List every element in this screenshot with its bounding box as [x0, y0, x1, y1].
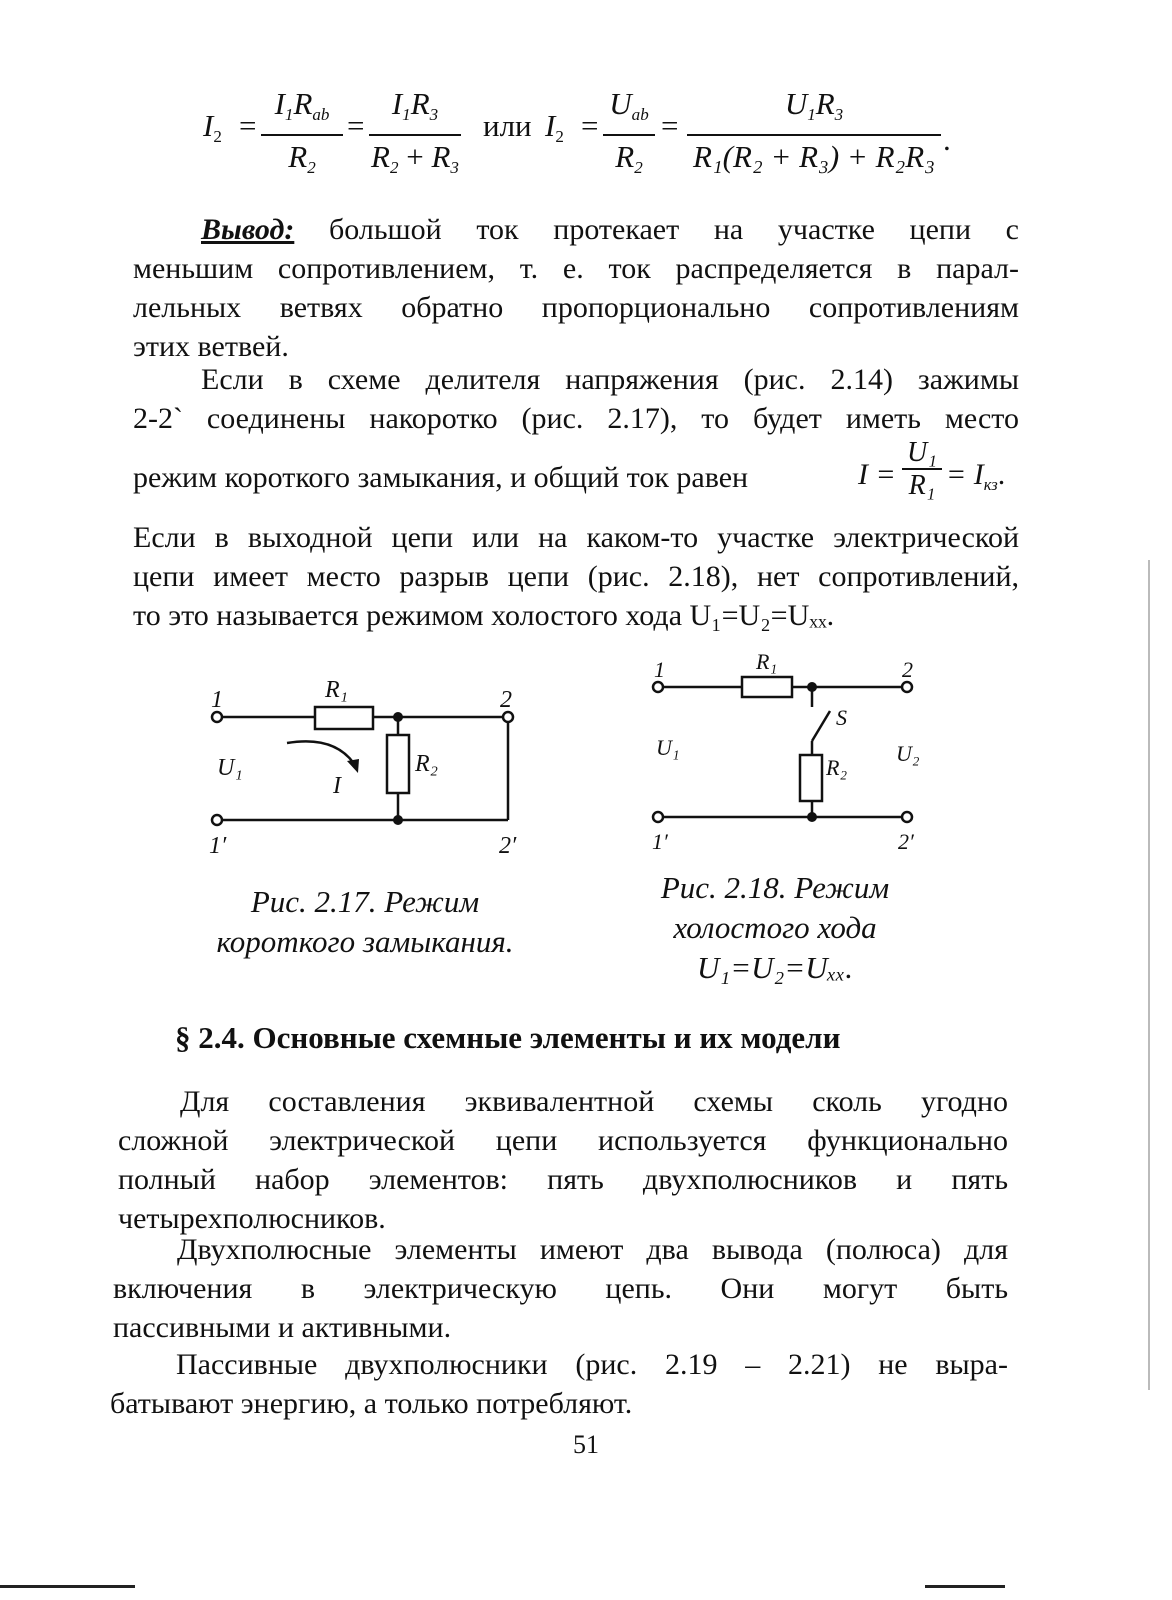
- fig17-terminal-2: [503, 712, 513, 722]
- formula-fraction-4: [687, 86, 941, 175]
- para4-line-4: четырехполюсников.: [118, 1202, 386, 1235]
- para4-line-1: Для составления эквивалентной схемы сколь угодно: [180, 1085, 1008, 1118]
- page-edge-shadow: [1148, 560, 1150, 1390]
- sc-eq-rhs-text: = I: [946, 458, 984, 491]
- formula-fraction-2: [369, 86, 461, 186]
- fig18-label-u1: U₁: [656, 735, 680, 760]
- fig18-resistor-r2: [800, 755, 822, 801]
- fig17-node-bottom: [393, 815, 403, 825]
- elements-paragraph: [118, 1082, 1008, 1238]
- fig17-current-arrowhead: [347, 759, 359, 773]
- fig18-terminal-1: [653, 682, 663, 692]
- f4-num: U: [784, 86, 808, 121]
- conclusion-line1-text: большой ток протекает на участке цепи с: [328, 213, 1019, 246]
- section-heading: § 2.4. Основные схемные элементы и их модели: [175, 1020, 841, 1055]
- fig18-label-2p: 2′: [898, 829, 914, 854]
- f4-num-sub: 1: [807, 104, 816, 124]
- para5-line-3: пассивными и активными.: [113, 1311, 452, 1344]
- fig17-label-2: 2: [500, 687, 512, 713]
- fig18-caption-line-1: Рис. 2.18. Режим: [660, 870, 890, 905]
- sc-eq-rhs-sub: кз: [983, 474, 998, 494]
- para4-line-2: сложной электрической цепи используется функционально: [118, 1124, 1008, 1157]
- sc-eq-end: .: [997, 458, 1006, 491]
- f2-num-sub: 1: [402, 104, 411, 124]
- para3-line-3: то это называется режимом холостого хода U₁=U₂=Uₓₓ.: [133, 599, 835, 632]
- f2-num2-sub: 3: [429, 104, 439, 124]
- formula-or-word: или: [483, 108, 532, 143]
- fig18-terminal-2: [902, 682, 912, 692]
- formula-eq-4: =: [661, 108, 679, 143]
- fig18-label-r1: R₁: [756, 649, 778, 674]
- para3-line-1: Если в выходной цепи или на каком-то участке электрической: [133, 521, 1019, 554]
- open-circuit-paragraph: [133, 518, 1019, 635]
- figure-2-18-caption: [610, 868, 940, 988]
- bottom-rule-right: [925, 1585, 1005, 1588]
- f2-num: I: [391, 86, 403, 121]
- formula-lhs2: [545, 108, 564, 155]
- f4-num2-sub: 3: [834, 104, 844, 124]
- fig18-caption-line-3: U₁=U₂=Uₓₓ.: [697, 950, 853, 985]
- f4-den: R₁(R₂ + R₃) + R₂R₃: [692, 138, 936, 174]
- sc-eq-rhs: [946, 458, 1005, 495]
- fig17-current-arrow: [287, 741, 355, 765]
- formula-lhs2-sub: 2: [555, 126, 564, 146]
- formula-lhs1: [203, 108, 222, 155]
- para5-line-2: включения в электрическую цепь. Они могут быть: [113, 1272, 1008, 1305]
- fig17-label-r2: R₂: [415, 751, 439, 777]
- f2-den-b-sub: 3: [450, 157, 459, 177]
- f2-den-a-sub: 2: [389, 157, 399, 177]
- f2-den-b: R: [431, 138, 451, 174]
- conclusion-line-2: меньшим сопротивлением, т. е. ток распределяется в парал-: [133, 252, 1019, 285]
- fig18-label-1p: 1′: [652, 829, 668, 854]
- para6-line-2: батывают энергию, а только потребляют.: [110, 1387, 633, 1420]
- sc-eq-fraction: [902, 438, 942, 502]
- fig17-caption-line-2: короткого замыкания.: [216, 924, 514, 959]
- formula-lhs1-symbol: I: [203, 108, 214, 143]
- fig17-label-2p: 2′: [499, 833, 517, 859]
- formula-current-divider: [195, 78, 985, 188]
- fig18-label-u2: U₂: [896, 741, 920, 766]
- sc-eq-den: R₁: [908, 470, 936, 501]
- f3-den: R: [615, 138, 635, 174]
- figure-2-17-short-circuit: [195, 665, 535, 865]
- fig17-label-i: I: [333, 773, 341, 799]
- f1-den-sub: 2: [307, 157, 316, 177]
- formula-eq-1: =: [239, 108, 257, 143]
- formula-lhs1-sub: 2: [213, 126, 222, 146]
- conclusion-line-4: этих ветвей.: [133, 330, 289, 363]
- fig18-node-top: [807, 682, 817, 692]
- f1-num-sub: 1: [284, 104, 294, 124]
- f4-num2: R: [815, 86, 835, 121]
- f3-den-sub: 2: [634, 157, 643, 177]
- f3-num-sub: ab: [631, 104, 649, 124]
- fig17-terminal-1: [212, 712, 222, 722]
- short-circuit-paragraph: [133, 360, 1019, 438]
- formula-lhs2-symbol: I: [545, 108, 556, 143]
- fig17-terminal-1p: [212, 815, 222, 825]
- fig17-caption-line-1: Рис. 2.17. Режим: [250, 884, 480, 919]
- fig18-label-s: S: [836, 705, 847, 730]
- figure-2-18-open-circuit: [640, 645, 940, 855]
- f1-den: R: [288, 138, 308, 174]
- fig18-terminal-2p: [902, 812, 912, 822]
- formula-fraction-1: [261, 86, 343, 186]
- conclusion-paragraph: [133, 210, 1019, 366]
- fig18-resistor-r1: [742, 677, 792, 697]
- fig18-terminal-1p: [653, 812, 663, 822]
- para4-line-3: полный набор элементов: пять двухполюсников и пять: [118, 1163, 1008, 1196]
- fig17-node-top: [393, 712, 403, 722]
- fig18-caption-line-2: холостого хода: [673, 910, 877, 945]
- figure-2-17-caption: [180, 882, 550, 962]
- fig18-node-bottom: [807, 812, 817, 822]
- sc-eq-lhs: I =: [858, 458, 896, 491]
- para5-line-1: Двухполюсные элементы имеют два вывода (полюса) для: [177, 1233, 1008, 1266]
- fig18-switch-s: [812, 711, 830, 741]
- fig17-resistor-r1: [315, 707, 373, 729]
- fig18-label-r2: R₂: [826, 755, 848, 780]
- page-number: 51: [573, 1430, 599, 1459]
- bottom-rule-left: [0, 1585, 135, 1588]
- f2-den-a: R: [371, 138, 390, 174]
- fig18-label-2: 2: [902, 657, 913, 682]
- fig18-label-1: 1: [654, 657, 665, 682]
- para2-line-3: режим короткого замыкания, и общий ток равен: [133, 461, 749, 494]
- f2-den-plus: +: [398, 138, 432, 174]
- fig17-label-1p: 1′: [209, 833, 227, 859]
- para6-line-1: Пассивные двухполюсники (рис. 2.19 – 2.21) не выра-: [176, 1348, 1008, 1381]
- fig17-label-1: 1: [211, 687, 223, 713]
- para2-line-1: Если в схеме делителя напряжения (рис. 2.14) зажимы: [201, 363, 1019, 396]
- f3-num: U: [609, 86, 632, 121]
- conclusion-line-3: лельных ветвях обратно пропорционально сопротивлениям: [133, 291, 1019, 324]
- f1-num2: R: [293, 86, 313, 121]
- formula-fraction-3: [603, 86, 655, 186]
- passive-paragraph: [110, 1345, 1008, 1423]
- conclusion-label: Вывод:: [201, 213, 295, 246]
- short-circuit-equation: [858, 438, 1023, 518]
- formula-end-dot: .: [943, 122, 951, 157]
- formula-eq-2: =: [347, 108, 365, 143]
- para3-line-2: цепи имеет место разрыв цепи (рис. 2.18), нет сопротивлений,: [133, 560, 1019, 593]
- fig17-label-u1: U₁: [217, 755, 243, 781]
- f2-num2: R: [410, 86, 430, 121]
- two-terminal-paragraph: [113, 1230, 1008, 1347]
- para2-line-2: 2-2` соединены накоротко (рис. 2.17), то будет иметь место: [133, 402, 1019, 435]
- conclusion-line-1: [133, 210, 1019, 249]
- formula-eq-3: =: [581, 108, 599, 143]
- fig17-resistor-r2: [387, 735, 409, 793]
- f1-num: I: [274, 86, 285, 121]
- f1-num2-sub: ab: [312, 104, 330, 124]
- fig17-label-r1: R₁: [325, 677, 349, 703]
- sc-eq-num: U₁: [907, 437, 937, 468]
